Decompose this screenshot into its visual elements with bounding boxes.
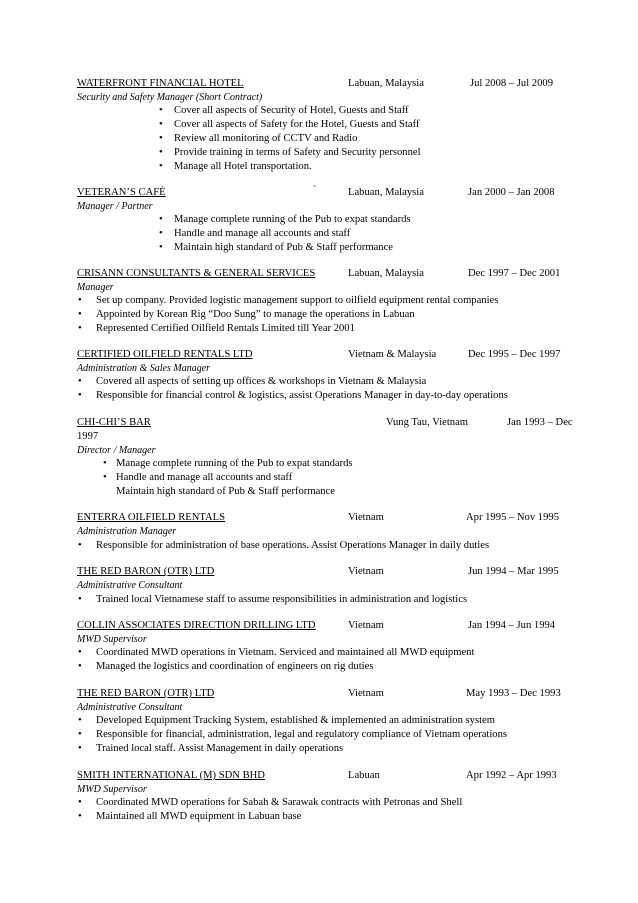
bullet-icon: • [159,161,163,172]
bullet-icon: • [78,811,82,822]
duty-item: Maintained all MWD equipment in Labuan base [96,811,302,822]
job-role: Administrative Consultant [77,580,183,591]
duty-item: Appointed by Korean Rig “Doo Sung” to manage the operations in Labuan [96,309,415,320]
job-role: Administration Manager [77,526,177,537]
bullet-icon: • [159,214,163,225]
duty-item: Maintain high standard of Pub & Staff performance [174,242,393,253]
job-dates: Apr 1992 – Apr 1993 [466,770,557,781]
job-role: Security and Safety Manager (Short Contract) [77,92,263,103]
duty-item: Trained local Vietnamese staff to assume responsibilities in administration and logistics [96,594,468,605]
job-dates: Jul 2008 – Jul 2009 [470,78,553,89]
company-name: THE RED BARON (OTR) LTD [77,688,215,699]
bullet-icon: • [78,661,82,672]
duty-item: Covered all aspects of setting up offices & workshops in Vietnam & Malaysia [96,376,427,387]
job-dates: Jan 1994 – Jun 1994 [468,620,556,631]
company-name: CHI-CHI’S BAR [77,417,151,428]
company-name: VETERAN’S CAFÉ [77,187,166,198]
job-location: Labuan, Malaysia [348,78,424,89]
company-name: ENTERRA OILFIELD RENTALS [77,512,226,523]
duty-item: Set up company. Provided logistic management support to oilfield equipment rental companies [96,295,499,306]
duty-item: Provide training in terms of Safety and Security personnel [174,147,421,158]
bullet-icon: • [159,242,163,253]
job-dates: May 1993 – Dec 1993 [466,688,561,699]
duty-item: Cover all aspects of Safety for the Hotel, Guests and Staff [174,119,420,130]
bullet-icon: • [78,797,82,808]
bullet-icon: • [78,715,82,726]
company-name: SMITH INTERNATIONAL (M) SDN BHD [77,770,265,781]
bullet-icon: • [78,594,82,605]
duty-item: Review all monitoring of CCTV and Radio [174,133,358,144]
job-dates: Apr 1995 – Nov 1995 [466,512,559,523]
duty-item: Manage complete running of the Pub to expat standards [116,458,353,469]
duty-item: Maintain high standard of Pub & Staff performance [116,486,335,497]
company-name: CRISANN CONSULTANTS & GENERAL SERVICES [77,268,316,279]
job-role: Manager [77,282,114,293]
bullet-icon: • [103,472,107,483]
job-location: Vietnam [348,566,384,577]
job-dates-wrap: 1997 [77,431,99,442]
stray-mark: ` [313,185,317,196]
job-role: Administrative Consultant [77,702,183,713]
job-location: Vietnam & Malaysia [348,349,437,360]
job-role: MWD Supervisor [77,634,147,645]
bullet-icon: • [159,105,163,116]
duty-item: Trained local staff. Assist Management in daily operations [96,743,344,754]
job-location: Labuan [348,770,380,781]
duty-item: Responsible for financial, administration, legal and regulatory compliance of Vietnam operations [96,729,508,740]
job-role: Administration & Sales Manager [77,363,211,374]
job-location: Vung Tau, Vietnam [386,417,469,428]
bullet-icon: • [78,323,82,334]
duty-item: Responsible for administration of base operations. Assist Operations Manager in daily duties [96,540,490,551]
bullet-icon: • [78,647,82,658]
bullet-icon: • [78,376,82,387]
job-role: Manager / Partner [77,201,153,212]
duty-item: Managed the logistics and coordination of engineers on rig duties [96,661,374,672]
bullet-icon: • [159,119,163,130]
bullet-icon: • [78,540,82,551]
duty-item: Developed Equipment Tracking System, established & implemented an administration system [96,715,495,726]
company-name: THE RED BARON (OTR) LTD [77,566,215,577]
duty-item: Responsible for financial control & logistics, assist Operations Manager in day-to-day operations [96,390,508,401]
bullet-icon: • [78,295,82,306]
duty-item: Represented Certified Oilfield Rentals Limited till Year 2001 [96,323,355,334]
bullet-icon: • [78,743,82,754]
duty-item: Manage all Hotel transportation. [174,161,312,172]
bullet-icon: • [159,228,163,239]
job-dates: Jan 1993 – Dec [507,417,573,428]
bullet-icon: • [78,729,82,740]
bullet-icon: • [159,133,163,144]
job-role: MWD Supervisor [77,784,147,795]
job-location: Labuan, Malaysia [348,268,424,279]
job-location: Vietnam [348,512,384,523]
job-location: Vietnam [348,620,384,631]
job-dates: Dec 1997 – Dec 2001 [468,268,561,279]
job-location: Vietnam [348,688,384,699]
duty-item: Coordinated MWD operations for Sabah & Sarawak contracts with Petronas and Shell [96,797,463,808]
company-name: WATERFRONT FINANCIAL HOTEL [77,78,244,89]
bullet-icon: • [78,390,82,401]
duty-item: Handle and manage all accounts and staff [116,472,293,483]
job-dates: Dec 1995 – Dec 1997 [468,349,561,360]
bullet-icon: • [103,458,107,469]
job-dates: Jun 1994 – Mar 1995 [468,566,559,577]
bullet-icon: • [78,309,82,320]
duty-item: Manage complete running of the Pub to expat standards [174,214,411,225]
job-dates: Jan 2000 – Jan 2008 [468,187,555,198]
company-name: CERTIFIED OILFIELD RENTALS LTD [77,349,253,360]
duty-item: Cover all aspects of Security of Hotel, Guests and Staff [174,105,409,116]
duty-item: Handle and manage all accounts and staff [174,228,351,239]
company-name: COLLIN ASSOCIATES DIRECTION DRILLING LTD [77,620,316,631]
job-role: Director / Manager [77,445,156,456]
duty-item: Coordinated MWD operations in Vietnam. Serviced and maintained all MWD equipment [96,647,475,658]
bullet-icon: • [159,147,163,158]
job-location: Labuan, Malaysia [348,187,424,198]
